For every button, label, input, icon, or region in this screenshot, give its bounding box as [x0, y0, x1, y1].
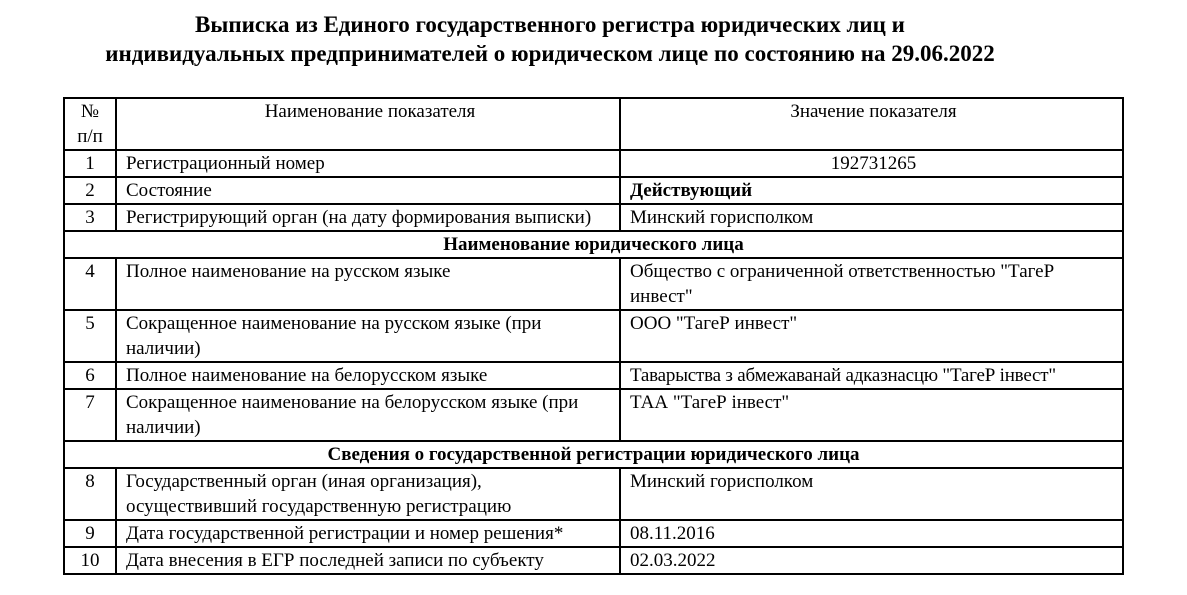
row-indicator-value: Минский горисполком — [620, 468, 1123, 520]
table-row — [64, 177, 1123, 204]
row-indicator-name: Государственный орган (иная организация), осуществивший государственную регистрацию — [116, 468, 620, 520]
row-number: 6 — [64, 362, 116, 389]
row-indicator-name: Сокращенное наименование на русском языке (при наличии) — [116, 310, 620, 362]
row-number: 7 — [64, 389, 116, 441]
header-indicator-name: Наименование показателя — [116, 98, 620, 150]
row-indicator-name: Полное наименование на белорусском языке — [116, 362, 620, 389]
document-title — [0, 10, 1100, 68]
table-row — [64, 204, 1123, 231]
row-indicator-value: 02.03.2022 — [620, 547, 1123, 574]
row-indicator-name: Регистрационный номер — [116, 150, 620, 177]
row-number: 1 — [64, 150, 116, 177]
table-row — [64, 150, 1123, 177]
header-number-line2: п/п — [77, 126, 103, 147]
table-row — [64, 468, 1123, 520]
row-number: 10 — [64, 547, 116, 574]
row-indicator-value: ТАА "ТагеР iнвест" — [620, 389, 1123, 441]
row-number: 5 — [64, 310, 116, 362]
section-registration: Сведения о государственной регистрации юридического лица — [64, 441, 1123, 468]
row-indicator-name: Состояние — [116, 177, 620, 204]
table-row — [64, 389, 1123, 441]
table-row — [64, 547, 1123, 574]
row-indicator-value: Общество с ограниченной ответственностью "ТагеР инвест" — [620, 258, 1123, 310]
row-indicator-value: Минский горисполком — [620, 204, 1123, 231]
section-row — [64, 441, 1123, 468]
table-header-row — [64, 98, 1123, 150]
row-indicator-name: Полное наименование на русском языке — [116, 258, 620, 310]
row-number: 4 — [64, 258, 116, 310]
row-indicator-value: 192731265 — [620, 150, 1123, 177]
row-indicator-value: ООО "ТагеР инвест" — [620, 310, 1123, 362]
row-indicator-name: Сокращенное наименование на белорусском языке (при наличии) — [116, 389, 620, 441]
row-number: 2 — [64, 177, 116, 204]
row-number: 9 — [64, 520, 116, 547]
document-title-line2: индивидуальных предпринимателей о юридическом лице по состоянию на 29.06.2022 — [105, 41, 995, 66]
header-indicator-value: Значение показателя — [620, 98, 1123, 150]
section-row — [64, 231, 1123, 258]
row-indicator-name: Дата государственной регистрации и номер решения* — [116, 520, 620, 547]
row-indicator-name: Дата внесения в ЕГР последней записи по субъекту — [116, 547, 620, 574]
header-number-line1: № — [80, 101, 100, 122]
row-indicator-value: 08.11.2016 — [620, 520, 1123, 547]
table-row — [64, 258, 1123, 310]
section-legal-name: Наименование юридического лица — [64, 231, 1123, 258]
table-row — [64, 520, 1123, 547]
document-title-line1: Выписка из Единого государственного регистра юридических лиц и — [195, 12, 905, 37]
row-indicator-value: Таварыства з абмежаванай адказнасцю "ТагеР iнвест" — [620, 362, 1123, 389]
egr-extract-table — [63, 97, 1124, 575]
table-row — [64, 362, 1123, 389]
row-indicator-name: Регистрирующий орган (на дату формирования выписки) — [116, 204, 620, 231]
row-number: 3 — [64, 204, 116, 231]
table-row — [64, 310, 1123, 362]
header-number — [64, 98, 116, 150]
row-number: 8 — [64, 468, 116, 520]
row-indicator-value: Действующий — [620, 177, 1123, 204]
